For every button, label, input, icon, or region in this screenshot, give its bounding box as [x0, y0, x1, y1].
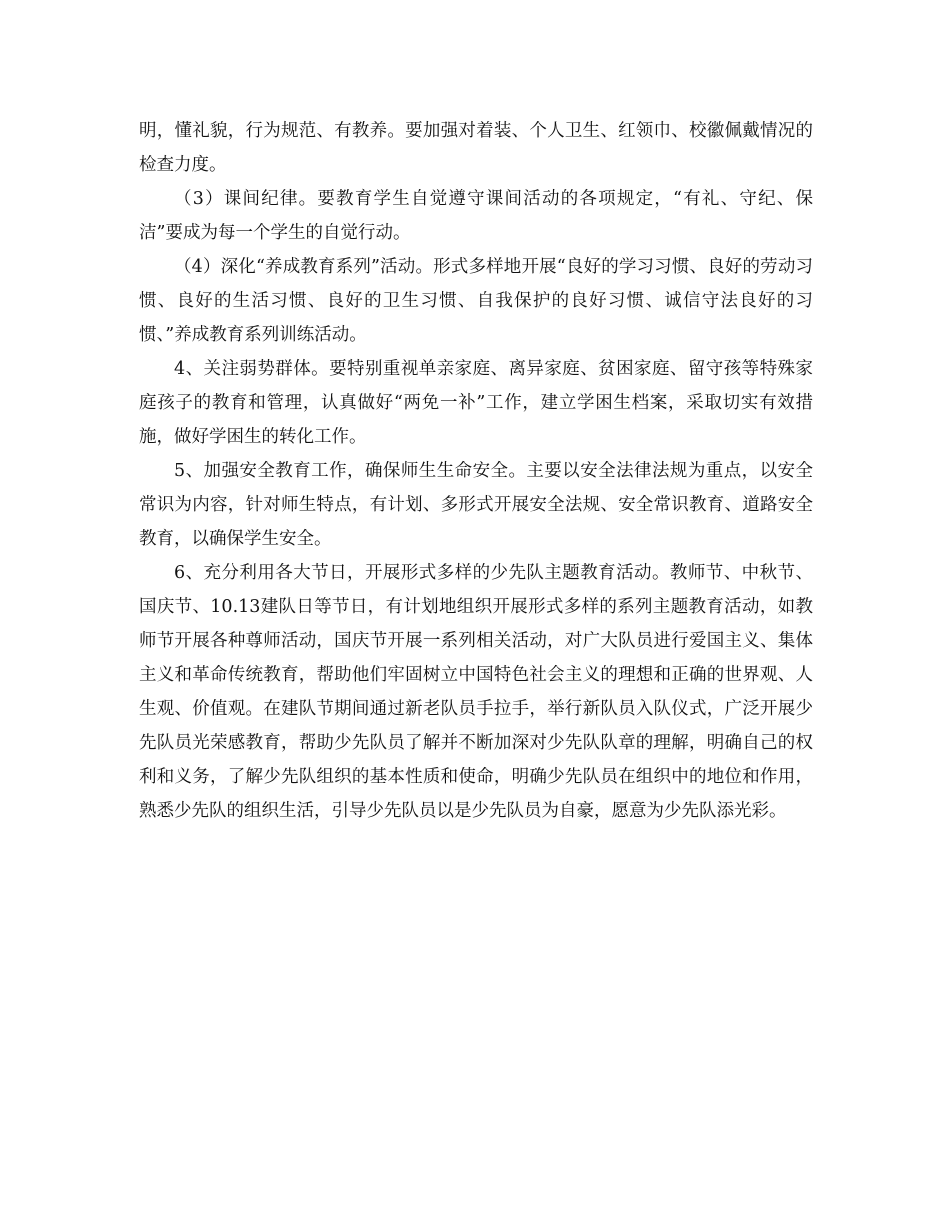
document-body [139, 114, 813, 828]
paragraph-class-break-discipline: （3）课间纪律。要教育学生自觉遵守课间活动的各项规定，“有礼、守纪、保洁”要成为每一个学生的自觉行动。 [139, 189, 813, 243]
paragraph-continued: 明，懂礼貌，行为规范、有教养。要加强对着装、个人卫生、红领巾、校徽佩戴情况的检查力度。 [139, 121, 813, 175]
paragraph-festival-activities: 6、充分利用各大节日，开展形式多样的少先队主题教育活动。教师节、中秋节、国庆节、10.13建队日等节日，有计划地组织开展形式多样的系列主题教育活动，如教师节开展各种尊师活动，国庆节开展一系列相关活动，对广大队员进行爱国主义、集体主义和革命传统教育，帮助他们牢固树立中国特色社会主义的理想和正确的世界观、人生观、价值观。在建队节期间通过新老队员手拉手，举行新队员入队仪式，广泛开展少先队员光荣感教育，帮助少先队员了解并不断加深对少先队队章的理解，明确自己的权利和义务，了解少先队组织的基本性质和使命，明确少先队员在组织中的地位和作用，熟悉少先队的组织生活，引导少先队员以是少先队员为自豪，愿意为少先队添光彩。 [139, 563, 813, 821]
paragraph-vulnerable-groups: 4、关注弱势群体。要特别重视单亲家庭、离异家庭、贫困家庭、留守孩等特殊家庭孩子的教育和管理，认真做好“两免一补”工作，建立学困生档案，采取切实有效措施，做好学困生的转化工作。 [139, 359, 813, 447]
paragraph-habit-education: （4）深化“养成教育系列”活动。形式多样地开展“良好的学习习惯、良好的劳动习惯、良好的生活习惯、良好的卫生习惯、自我保护的良好习惯、诚信守法良好的习惯、”养成教育系列训练活动。 [139, 257, 813, 345]
paragraph-safety-education: 5、加强安全教育工作，确保师生生命安全。主要以安全法律法规为重点，以安全常识为内容，针对师生特点，有计划、多形式开展安全法规、安全常识教育、道路安全教育，以确保学生安全。 [139, 461, 813, 549]
